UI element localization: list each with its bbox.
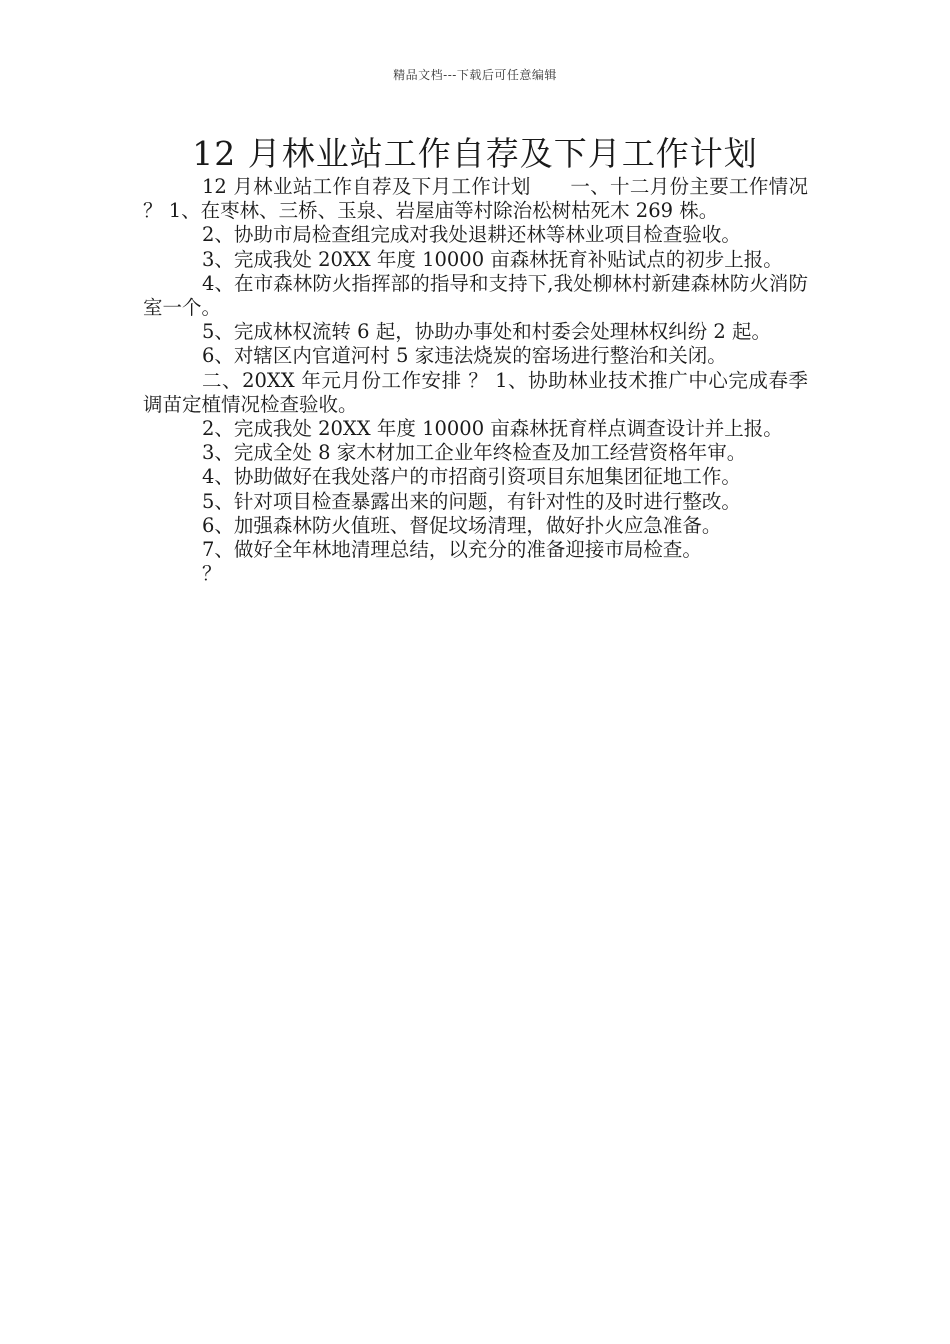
paragraph: 6、加强森林防火值班、督促坟场清理，做好扑火应急准备。: [202, 513, 722, 537]
paragraph: 12 月林业站工作自荐及下月工作计划 一、十二月份主要工作情况 ？ 1、在枣林、三桥、玉泉、岩屋庙等村除治松树枯死木 269 株。: [143, 175, 808, 223]
paragraph: 3、完成全处 8 家木材加工企业年终检查及加工经营资格年审。: [202, 441, 747, 465]
paragraph: 5、针对项目检查暴露出来的问题，有针对性的及时进行整改。: [202, 489, 741, 513]
document-body: [143, 175, 808, 586]
paragraph: 3、完成我处 20XX 年度 10000 亩森林抚育补贴试点的初步上报。: [202, 247, 783, 271]
paragraph: 5、完成林权流转 6 起，协助办事处和村委会处理林权纠纷 2 起。: [202, 320, 772, 344]
paragraph: 二、20XX 年元月份工作安排 ？ 1、协助林业技术推广中心完成春季调苗定植情况检查验收。: [143, 368, 808, 416]
paragraph: 7、做好全年林地清理总结，以充分的准备迎接市局检查。: [202, 538, 702, 562]
paragraph: 6、对辖区内官道河村 5 家违法烧炭的窑场进行整治和关闭。: [202, 344, 727, 368]
paragraph: 2、协助市局检查组完成对我处退耕还林等林业项目检查验收。: [202, 223, 741, 247]
paragraph: 2、完成我处 20XX 年度 10000 亩森林抚育样点调查设计并上报。: [202, 417, 783, 441]
paragraph: 4、在市森林防火指挥部的指导和支持下,我处柳林村新建森林防火消防室一个。: [143, 271, 808, 320]
document-title: 12 月林业站工作自荐及下月工作计划: [192, 134, 758, 173]
paragraph: 4、协助做好在我处落户的市招商引资项目东旭集团征地工作。: [202, 465, 741, 489]
header-note: 精品文档---下载后可任意编辑: [393, 68, 557, 82]
paragraph: ？: [202, 562, 222, 586]
